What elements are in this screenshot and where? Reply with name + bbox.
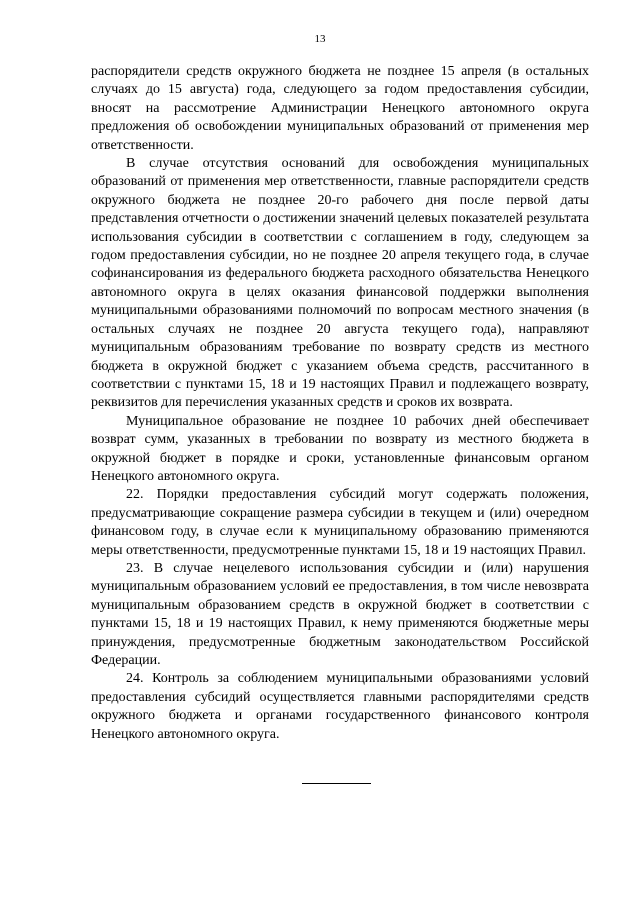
paragraph-refund-deadline: Муниципальное образование не позднее 10 рабочих дней обеспечивает возврат сумм, указанных в требовании по возврату из местного бюджета в окружной бюджет в порядке и сроки, установленные финансовым органом Ненецкого автономного округа. bbox=[91, 413, 589, 484]
paragraph-24: 24. Контроль за соблюдением муниципальными образованиями условий предоставления субсидий осуществляется главными распорядителями средств окружного бюджета и органами государственного финансового контроля Ненецкого автономного округа. bbox=[91, 671, 589, 742]
page-number: 13 bbox=[314, 33, 326, 45]
paragraph-22: 22. Порядки предоставления субсидий могут содержать положения, предусматривающие сокращение размера субсидии в текущем и (или) очередном финансовом году, в случае если к муниципальному образованию применяются меры ответственности, предусмотренные пунктами 15, 18 и 19 настоящих Правил. bbox=[91, 487, 589, 558]
end-of-document-rule bbox=[302, 783, 371, 784]
paragraph-23: 23. В случае нецелевого использования субсидии и (или) нарушения муниципальным образованием условий ее предоставления, в том числе невозврата муниципальным образованием средств в окружной бюджет в соответствии с пунктами 15, 18 и 19 настоящих Правил, к нему применяются бюджетные меры принуждения, предусмотренные бюджетным законодательством Российской Федерации. bbox=[91, 560, 589, 668]
paragraph-refund-requirement: В случае отсутствия оснований для освобождения муниципальных образований от применения мер ответственности, главные распорядители средств окружного бюджета не позднее 20-го рабочего дня после первой даты представления отчетности о достижении значений целевых показателей результата использования субсидии в соответствии с соглашением в году, следующем за годом предоставления субсидии, но не позднее 20 апреля текущего года, в случае софинансирования из федерального бюджета расходного обязательства Ненецкого автономного округа в целях оказания финансовой поддержки выполнения муниципальными образованиями полномочий по вопросам местного значения (в остальных случаях не позднее 20 августа текущего года), направляют муниципальным образованиям требование по возврату средств из местного бюджета в окружной бюджет с указанием объема средств, рассчитанного в соответствии с пунктами 15, 18 и 19 настоящих Правил и подлежащего возврату, реквизитов для перечисления указанных средств и сроков их возврата. bbox=[91, 156, 589, 411]
paragraph-continuation: распорядители средств окружного бюджета не позднее 15 апреля (в остальных случаях до 15 августа) года, следующего за годом предоставления субсидии, вносят на рассмотрение Администрации Ненецкого автономного округа предложения об освобождении муниципальных образований от применения мер ответственности. bbox=[91, 64, 589, 153]
document-body bbox=[91, 63, 589, 744]
